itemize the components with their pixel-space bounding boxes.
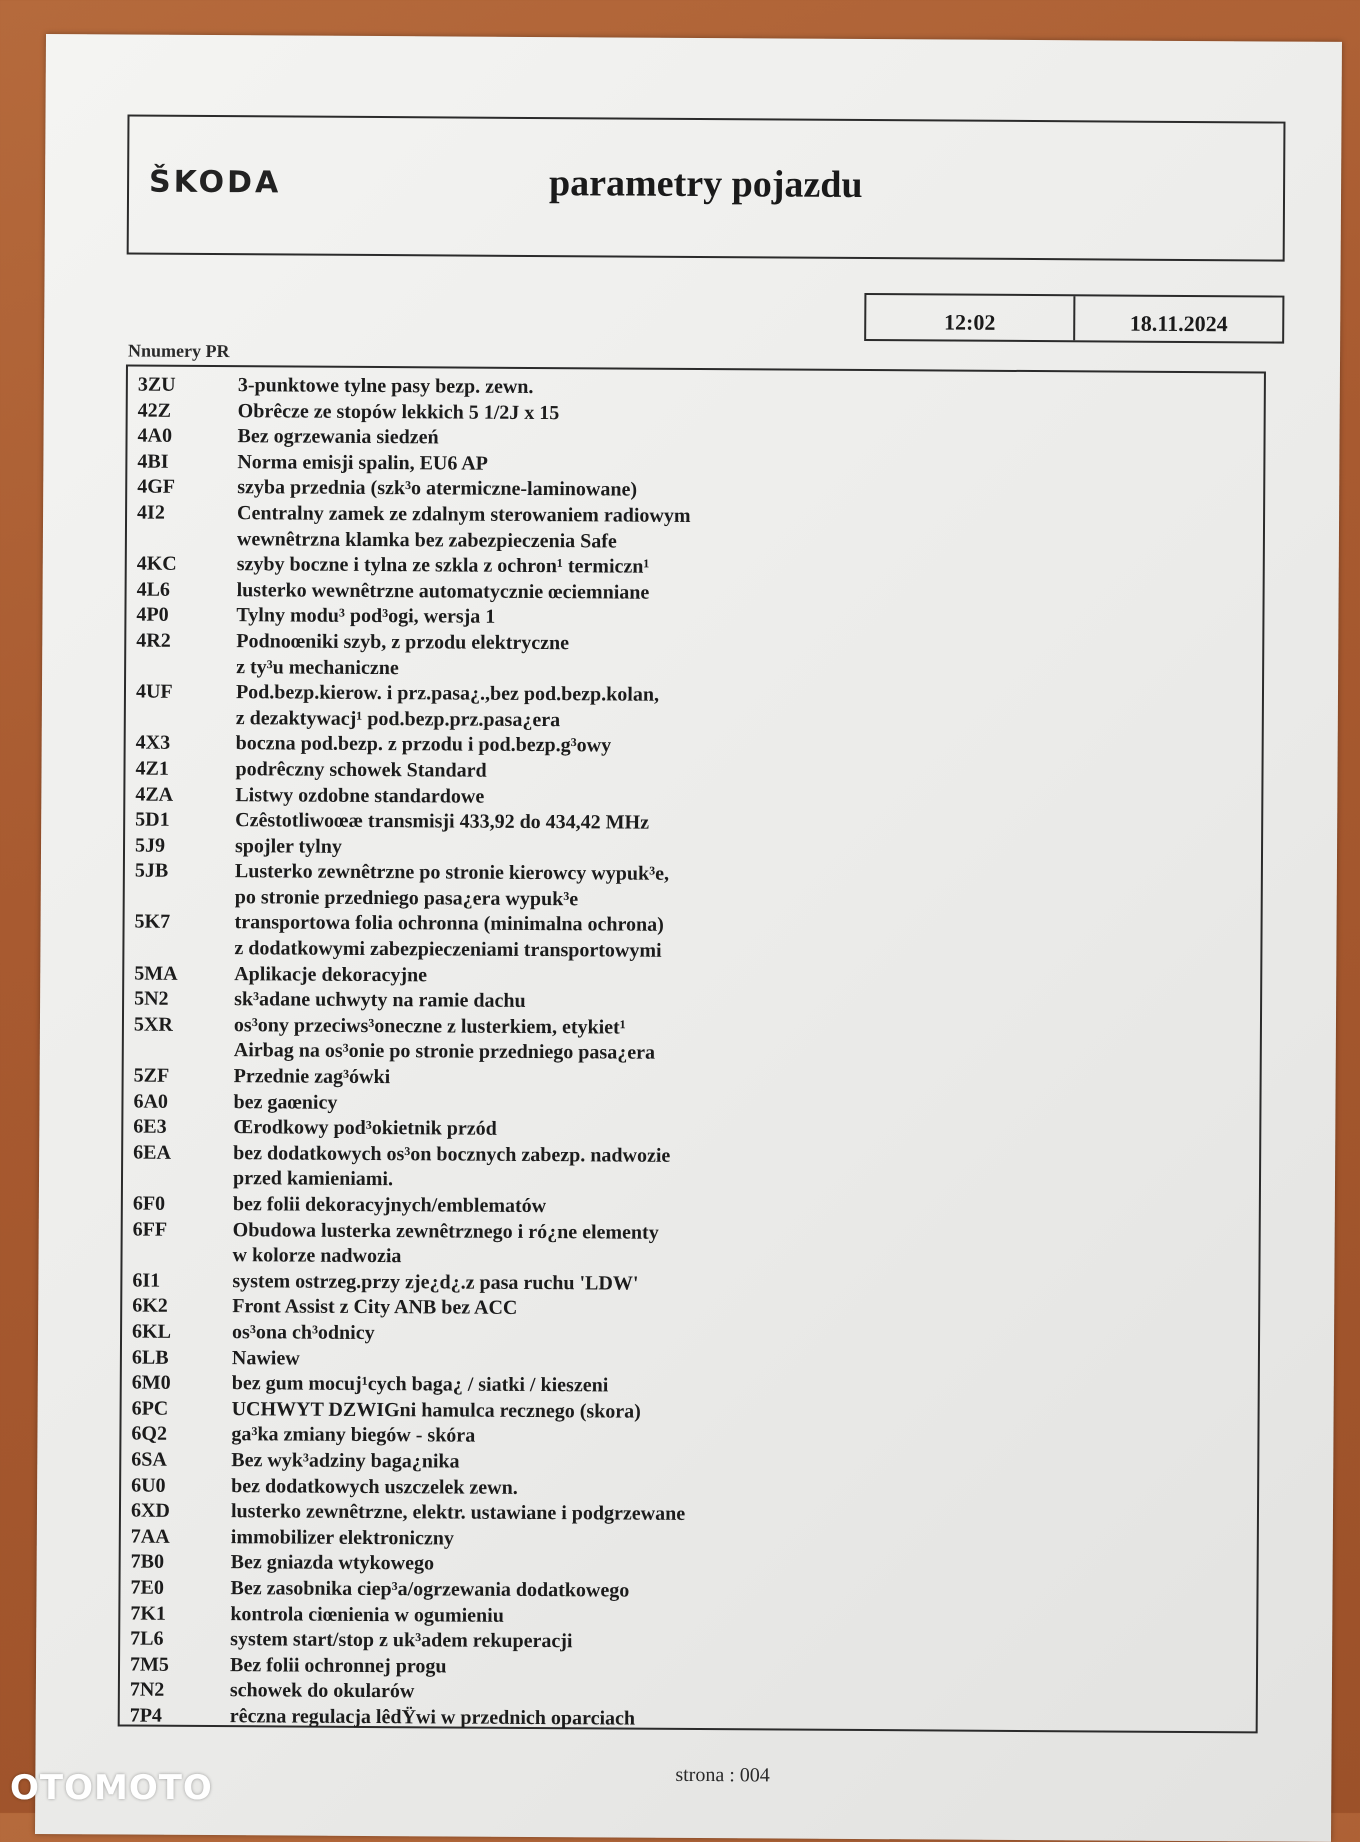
pr-code: 7AA	[130, 1525, 170, 1548]
document-title: parametry pojazdu	[548, 162, 863, 206]
pr-code: 6A0	[133, 1090, 169, 1113]
pr-code: 7L6	[130, 1627, 164, 1650]
pr-description: UCHWYT DZWIGni hamulca recznego (skora)	[231, 1397, 641, 1423]
pr-description: schowek do okularów	[229, 1679, 415, 1703]
pr-code: 6F0	[132, 1192, 166, 1215]
pr-description: bez dodatkowych os³on bocznych zabezp. nadwozie	[233, 1141, 671, 1167]
pr-code: 6EA	[133, 1141, 172, 1164]
pr-code: 5JB	[134, 859, 169, 883]
pr-description: system start/stop z uk³adem rekuperacji	[230, 1628, 573, 1653]
pr-code: 7B0	[130, 1550, 165, 1574]
pr-description: spojler tylny	[234, 834, 342, 858]
pr-description: Czêstotliwoœæ transmisji 433,92 do 434,42 MHz	[235, 809, 650, 834]
pr-description: Bez folii ochronnej progu	[229, 1653, 447, 1678]
pr-code: 7K1	[130, 1602, 166, 1625]
pr-description: boczna pod.bezp. z przodu i pod.bezp.g³owy	[235, 732, 612, 757]
pr-description: Norma emisji spalin, EU6 AP	[237, 450, 489, 475]
pr-description: Aplikacje dekoracyjne	[234, 962, 428, 987]
pr-description: ga³ka zmiany biegów - skóra	[231, 1423, 476, 1447]
pr-description: kontrola ciœnienia w ogumieniu	[230, 1602, 504, 1627]
pr-description: Przednie zag³ówki	[233, 1065, 391, 1089]
pr-description: bez dodatkowych uszczelek zewn.	[231, 1474, 518, 1499]
pr-description: Œrodkowy pod³okietnik przód	[233, 1116, 497, 1140]
watermark-logo: OTOMOTO	[10, 1768, 213, 1808]
pr-description: Tylny modu³ pod³ogi, wersja 1	[236, 604, 496, 629]
page-number: strona : 004	[675, 1763, 770, 1787]
list-item	[130, 1703, 1256, 1735]
pr-code: 4UF	[135, 680, 173, 703]
pr-description: bez gaœnicy	[233, 1090, 338, 1114]
pr-description: os³ony przeciws³oneczne z lusterkiem, etykiet¹	[233, 1014, 626, 1039]
pr-code: 4R2	[136, 629, 171, 652]
pr-code: 4I2	[137, 501, 165, 524]
pr-code: 4ZA	[135, 783, 174, 806]
pr-code: 5XR	[133, 1013, 173, 1036]
pr-description: Bez wyk³adziny baga¿nika	[231, 1449, 460, 1473]
pr-numbers-list	[118, 364, 1266, 1733]
pr-code: 4P0	[136, 603, 169, 627]
pr-code: 4BI	[137, 450, 169, 473]
pr-description: Pod.bezp.kierow. i prz.pasa¿.,bez pod.bezp.kolan,	[235, 681, 660, 706]
pr-description: szyby boczne i tylna ze szkla z ochron¹ termiczn¹	[236, 553, 650, 578]
pr-code: 6LB	[131, 1346, 169, 1369]
pr-description: przed kamieniami.	[232, 1167, 394, 1191]
pr-code: 5D1	[135, 808, 170, 831]
pr-code: 4Z1	[135, 757, 169, 780]
pr-description: Bez gniazda wtykowego	[230, 1551, 435, 1575]
pr-description: rêczna regulacja lêdŸwi w przednich oparciach	[229, 1705, 636, 1730]
pr-code: 7N2	[129, 1678, 165, 1702]
time-value: 12:02	[944, 309, 996, 335]
pr-code: 6PC	[131, 1397, 169, 1420]
pr-description: Nawiew	[231, 1346, 300, 1370]
brand-logo: ŠKODA	[148, 164, 282, 201]
pr-code: 7M5	[129, 1653, 170, 1676]
pr-description: z dodatkowymi zabezpieczeniami transportowymi	[234, 937, 662, 962]
pr-code: 6U0	[131, 1474, 166, 1497]
date-value: 18.11.2024	[1073, 296, 1282, 341]
pr-code: 6KL	[132, 1320, 172, 1343]
pr-code: 6I1	[132, 1269, 161, 1292]
pr-code: 6XD	[130, 1499, 170, 1522]
datetime-box	[864, 293, 1284, 344]
pr-code: 6SA	[131, 1448, 167, 1471]
pr-code: 6FF	[132, 1218, 168, 1241]
pr-code: 6K2	[132, 1294, 168, 1318]
pr-description: immobilizer elektroniczny	[230, 1525, 454, 1550]
pr-description: lusterko zewnêtrzne, elektr. ustawiane i podgrzewane	[230, 1500, 686, 1526]
pr-description: lusterko wewnêtrzne automatycznie œciemniane	[236, 578, 650, 604]
pr-code: 7E0	[130, 1576, 164, 1599]
pr-description: podrêczny schowek Standard	[235, 758, 487, 782]
pr-code: 4L6	[136, 578, 171, 601]
pr-description: Lusterko zewnêtrzne po stronie kierowcy wypuk³e,	[234, 860, 670, 886]
pr-code: 5MA	[134, 962, 178, 985]
pr-code: 3ZU	[137, 373, 176, 396]
pr-code: 5J9	[134, 834, 166, 857]
pr-code: 6E3	[133, 1115, 167, 1138]
pr-code: 7P4	[129, 1704, 163, 1727]
pr-description: transportowa folia ochronna (minimalna ochrona)	[234, 911, 664, 937]
pr-description: sk³adane uchwyty na ramie dachu	[234, 988, 526, 1013]
pr-code: 4A0	[137, 424, 173, 447]
pr-code: 4GF	[137, 475, 176, 499]
pr-description: Centralny zamek ze zdalnym sterowaniem radiowym	[237, 502, 691, 527]
section-label: Nnumery PR	[128, 340, 230, 362]
header-box	[127, 114, 1286, 261]
pr-description: Obrêcze ze stopów lekkich 5 1/2J x 15	[237, 399, 560, 424]
pr-code: 4KC	[136, 552, 177, 575]
pr-code: 6M0	[131, 1371, 171, 1394]
pr-code: 42Z	[137, 399, 172, 422]
pr-code: 5N2	[134, 987, 169, 1011]
pr-description: bez folii dekoracyjnych/emblematów	[232, 1193, 547, 1218]
pr-description: z dezaktywacj¹ pod.bezp.prz.pasa¿era	[235, 706, 561, 731]
pr-description: Obudowa lusterka zewnêtrznego i ró¿ne elementy	[232, 1218, 659, 1244]
pr-description: w kolorze nadwozia	[232, 1244, 402, 1268]
pr-description: wewnêtrzna klamka bez zabezpieczenia Safe	[236, 527, 617, 553]
pr-description: Bez zasobnika ciep³a/ogrzewania dodatkowego	[230, 1577, 630, 1602]
pr-description: Airbag na os³onie po stronie przedniego pasa¿era	[233, 1039, 656, 1065]
pr-description: Front Assist z City ANB bez ACC	[232, 1295, 518, 1320]
pr-code: 5ZF	[133, 1064, 170, 1087]
pr-description: szyba przednia (szk³o atermiczne-laminowane)	[237, 476, 638, 501]
pr-description: po stronie przedniego pasa¿era wypuk³e	[234, 886, 579, 911]
pr-description: Bez ogrzewania siedzeń	[237, 425, 439, 449]
pr-description: 3-punktowe tylne pasy bezp. zewn.	[237, 374, 534, 398]
pr-description: Podnoœniki szyb, z przodu elektryczne	[236, 630, 570, 655]
pr-code: 4X3	[135, 731, 171, 755]
pr-description: z ty³u mechaniczne	[236, 655, 399, 679]
pr-code: 5K7	[134, 911, 171, 934]
pr-code: 6Q2	[131, 1422, 168, 1446]
pr-description: os³ona ch³odnicy	[232, 1321, 375, 1345]
pr-description: bez gum mocuj¹cych baga¿ / siatki / kieszeni	[231, 1372, 609, 1397]
pr-description: system ostrzeg.przy zje¿d¿.z pasa ruchu 'LDW'	[232, 1269, 639, 1295]
document-sheet	[35, 34, 1342, 1842]
pr-description: Listwy ozdobne standardowe	[235, 783, 485, 808]
